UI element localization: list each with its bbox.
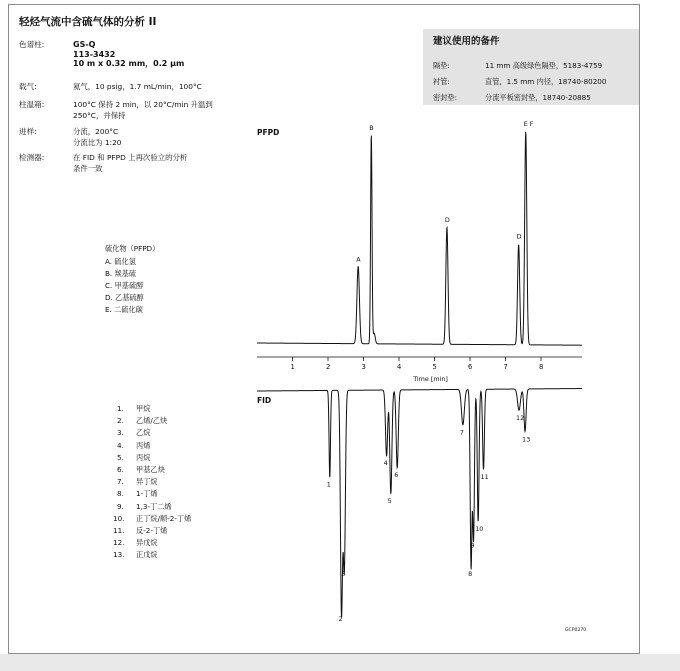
condition-value: 分流，200°C (73, 127, 119, 136)
x-tick-label: 6 (468, 363, 473, 371)
hydrocarbon-number: 5. (117, 452, 124, 462)
hydrocarbon-number: 9. (117, 501, 124, 511)
bottom-bar (0, 654, 680, 671)
condition-value: 氦气，10 psig，1.7 mL/min，100°C (73, 82, 202, 91)
x-tick-label: 8 (539, 363, 544, 371)
condition-label: 柱温箱: (19, 100, 45, 109)
peak-label: 2 (338, 614, 343, 623)
fid-title: FID (257, 396, 272, 405)
sulfur-item: D. 乙基硫醇 (105, 293, 144, 302)
hydrocarbon-name: 乙烯/乙炔 (136, 416, 168, 426)
page-title: 轻烃气流中含硫气体的分析 II (19, 16, 157, 28)
condition-label: 检测器: (19, 153, 45, 162)
sulfur-item: A. 硫化氢 (105, 257, 136, 266)
condition-value: 10 m x 0.32 mm，0.2 µm (73, 59, 185, 68)
parts-label-liner: 衬管: (433, 77, 450, 86)
hydrocarbon-name: 异丁烷 (136, 477, 158, 487)
hydrocarbon-name: 正丁烷/顺-2-丁烯 (136, 513, 192, 523)
parts-label-septum: 隔垫: (433, 61, 450, 70)
peak-label: B (369, 124, 374, 132)
hydrocarbon-number: 8. (117, 489, 124, 499)
condition-value: 分流比为 1:20 (73, 137, 122, 147)
sulfur-item: B. 羰基硫 (105, 269, 137, 278)
sulfur-item: C. 甲基硫醇 (105, 281, 144, 290)
parts-value-liner: 直管，1.5 mm 内径，18740-80200 (485, 77, 607, 86)
sulfur-item: E. 二硫化碳 (105, 305, 143, 314)
parts-label-seal: 密封垫: (433, 93, 457, 102)
peak-label: D (444, 216, 450, 224)
x-tick-label: 7 (503, 363, 508, 371)
hydrocarbon-number: 12. (113, 538, 125, 548)
peak-label: 13 (522, 435, 531, 444)
hydrocarbon-name: 丙烷 (136, 452, 151, 462)
condition-label: 载气: (19, 82, 37, 91)
hydrocarbon-name: 正戊烷 (136, 550, 158, 560)
x-tick-label: 3 (361, 363, 366, 371)
condition-value: 250°C，并保持 (73, 110, 126, 120)
peak-label: 9 (470, 541, 475, 550)
hydrocarbon-name: 异戊烷 (136, 538, 158, 548)
parts-value-seal: 分流平板密封垫，18740-20885 (485, 93, 591, 102)
peak-label: 7 (459, 428, 464, 437)
condition-value: 在 FID 和 PFPD 上再次验立的分析 (73, 153, 188, 162)
hydrocarbon-name: 甲烷 (136, 404, 151, 413)
hydrocarbon-number: 13. (113, 550, 125, 560)
x-tick-label: 2 (326, 363, 331, 371)
hydrocarbon-name: 反-2-丁烯 (136, 526, 168, 535)
parts-title: 建议使用的备件 (433, 36, 500, 47)
x-tick-label: 4 (397, 363, 402, 371)
x-tick-label: 1 (290, 363, 295, 371)
hydrocarbon-number: 7. (117, 477, 124, 487)
figure-code: GCP0270 (565, 628, 587, 633)
peak-label: A (356, 255, 361, 264)
hydrocarbon-name: 1-丁烯 (136, 489, 158, 499)
peak-label: 1 (326, 480, 331, 489)
hydrocarbon-number: 3. (117, 428, 124, 438)
peak-label: 11 (480, 473, 489, 482)
pfpd-trace (257, 132, 582, 345)
peak-label: D (516, 232, 522, 241)
hydrocarbon-number: 4. (117, 440, 124, 450)
hydrocarbon-number: 1. (117, 404, 124, 413)
peak-label: 10 (475, 525, 484, 534)
condition-label: 进样: (19, 127, 37, 136)
parts-value-septum: 11 mm 高级绿色隔垫，5183-4759 (485, 61, 603, 70)
peak-label: E F (523, 119, 534, 128)
hydrocarbon-number: 6. (117, 465, 124, 474)
hydrocarbon-number: 10. (113, 513, 125, 523)
peak-label: 5 (387, 496, 392, 505)
sulfur-list-header: 硫化物（PFPD） (105, 244, 160, 253)
chromatogram-svg (9, 5, 639, 653)
condition-value: 100°C 保持 2 min，以 20°C/min 升温到 (73, 100, 213, 109)
document-sheet (8, 4, 640, 654)
x-axis-label: Time [min] (413, 375, 448, 383)
hydrocarbon-name: 丙烯 (136, 440, 151, 450)
hydrocarbon-name: 乙烷 (136, 428, 151, 438)
peak-label: 8 (468, 570, 473, 578)
condition-value: 条件一致 (73, 163, 103, 173)
hydrocarbon-number: 11. (113, 526, 125, 535)
hydrocarbon-number: 2. (117, 416, 124, 426)
peak-label: 12 (516, 414, 525, 423)
pfpd-title: PFPD (257, 128, 280, 137)
x-tick-label: 5 (432, 363, 437, 371)
hydrocarbon-name: 1,3-丁二烯 (136, 501, 172, 511)
hydrocarbon-name: 甲基乙炔 (136, 465, 165, 474)
condition-value: 113-3432 (73, 49, 116, 59)
peak-label: 3 (341, 570, 346, 578)
condition-value: GS-Q (73, 40, 96, 49)
peak-label: 4 (383, 459, 388, 468)
condition-label: 色谱柱: (19, 40, 45, 49)
fid-trace (257, 389, 582, 617)
peak-label: 6 (394, 470, 399, 479)
